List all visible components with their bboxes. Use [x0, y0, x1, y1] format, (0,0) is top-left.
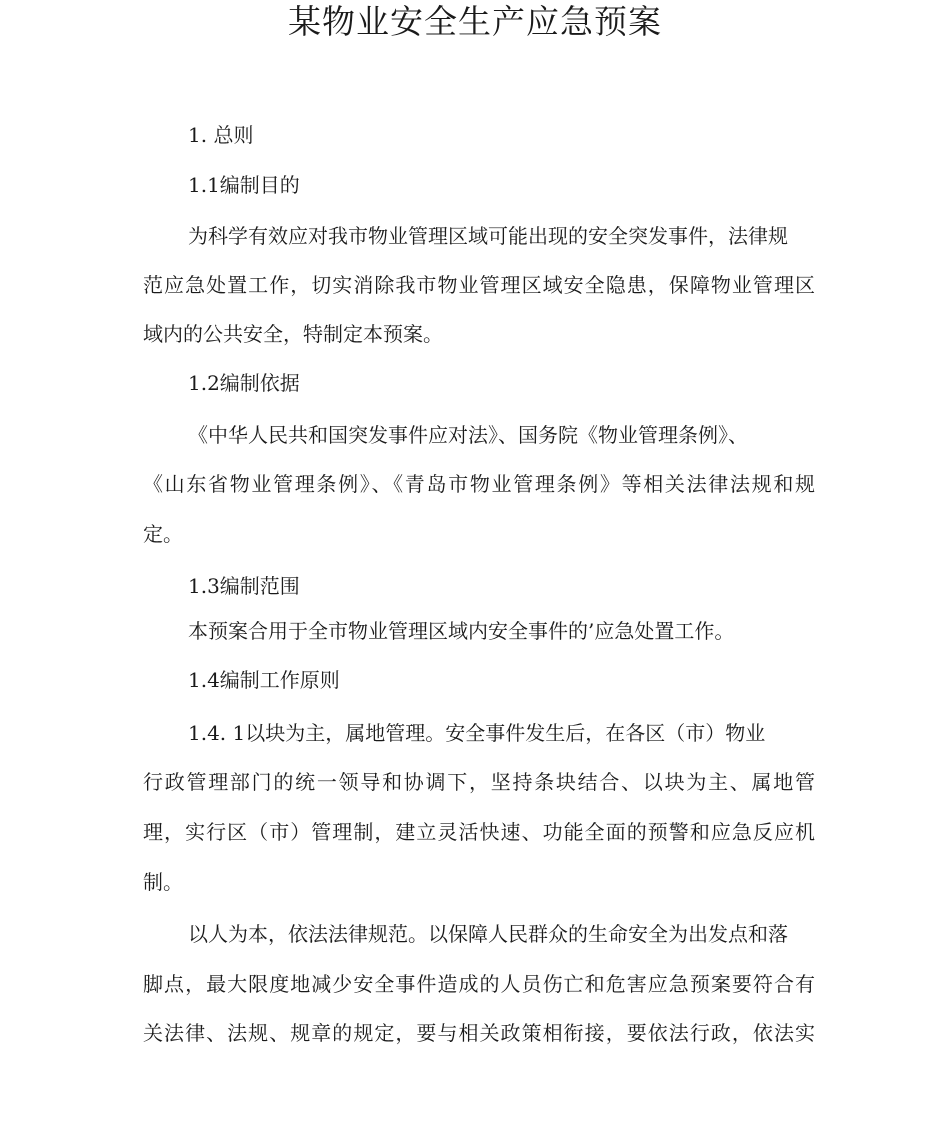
paragraph-line: 定。 [143, 522, 183, 546]
heading-basis: 1.2编制依据 [188, 371, 300, 395]
heading-general: 1. 总则 [188, 123, 254, 147]
paragraph-line: 脚点，最大限度地减少安全事件造成的人员伤亡和危害应急预案要符合有 [143, 972, 815, 996]
paragraph-line: 以人为本，依法法律规范。以保障人民群众的生命安全为出发点和落 [188, 922, 788, 946]
paragraph-line: 为科学有效应对我市物业管理区域可能出现的安全突发事件，法律规 [188, 224, 788, 248]
heading-principles: 1.4编制工作原则 [188, 668, 340, 692]
heading-scope: 1.3编制范围 [188, 574, 300, 598]
heading-purpose: 1.1编制目的 [188, 173, 300, 197]
paragraph-line: 《山东省物业管理条例》、《青岛市物业管理条例》等相关法律法规和规 [143, 472, 815, 496]
paragraph-line: 制。 [143, 870, 183, 894]
paragraph-line: 行政管理部门的统一领导和协调下，坚持条块结合、以块为主、属地管 [143, 770, 815, 794]
paragraph-line: 范应急处置工作，切实消除我市物业管理区域安全隐患，保障物业管理区 [143, 273, 815, 297]
paragraph-line: 域内的公共安全，特制定本预案。 [143, 322, 443, 346]
document-title: 某物业安全生产应急预案 [288, 2, 662, 41]
paragraph-line: 本预案合用于全市物业管理区域内安全事件的’应急处置工作。 [188, 619, 735, 643]
paragraph-line: 《中华人民共和国突发事件应对法》、国务院《物业管理条例》、 [188, 423, 748, 447]
paragraph-line: 理，实行区（市）管理制，建立灵活快速、功能全面的预警和应急反应机 [143, 820, 815, 844]
paragraph-line: 关法律、法规、规章的规定，要与相关政策相衔接，要依法行政，依法实 [143, 1021, 815, 1045]
paragraph-line: 1.4. 1以块为主，属地管理。安全事件发生后，在各区（市）物业 [188, 721, 766, 745]
